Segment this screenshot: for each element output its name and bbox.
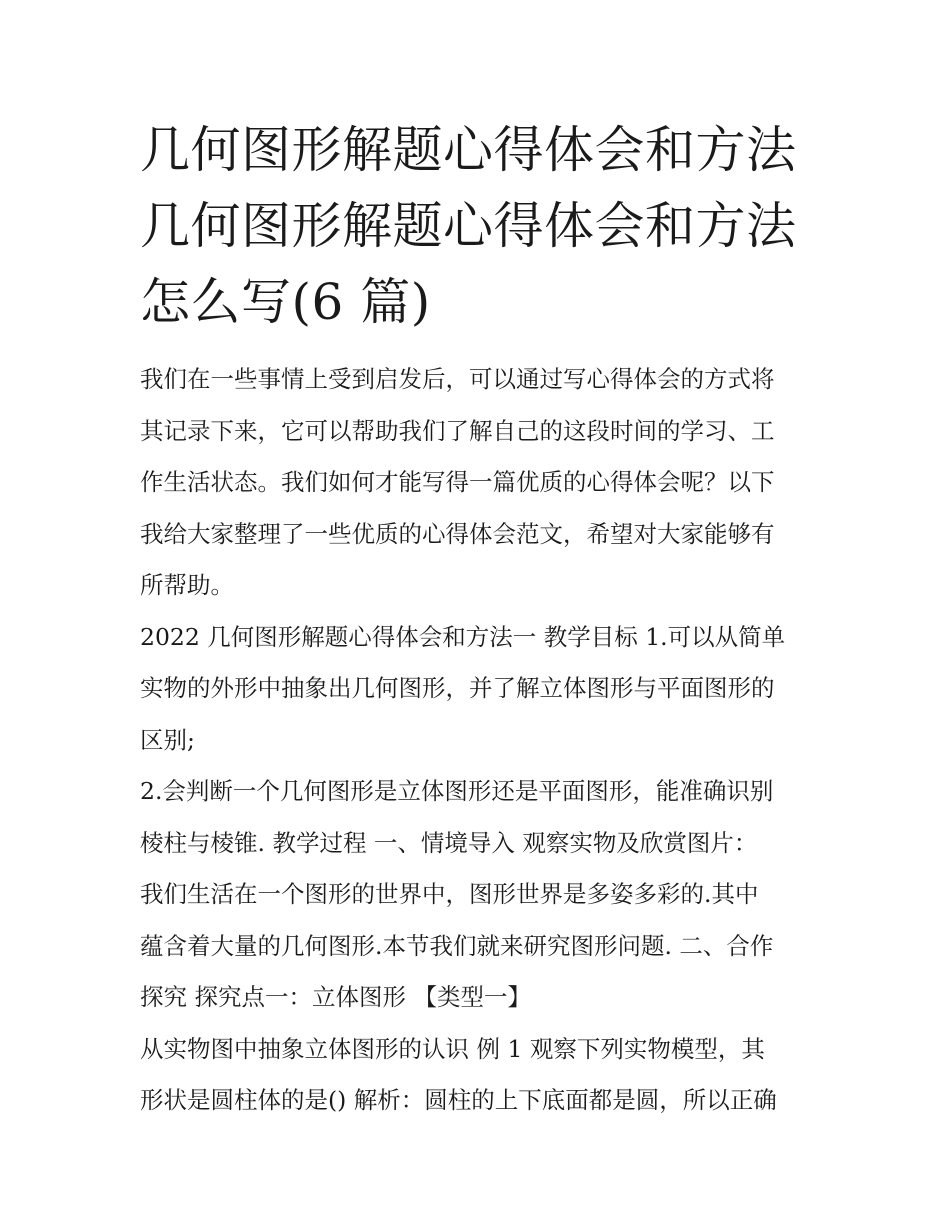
teaching-goals-paragraph — [140, 612, 820, 767]
teaching-process-paragraph — [140, 766, 820, 1024]
text-line: 从实物图中抽象立体图形的认识 例 1 观察下列实物模型，其 — [140, 1034, 765, 1063]
title-line: 几何图形解题心得体会和方法 — [140, 121, 797, 179]
text-line: 2.会判断一个几何图形是立体图形还是平面图形，能准确识别 — [140, 777, 774, 805]
text-line: 我们生活在一个图形的世界中，图形世界是多姿多彩的.其中 — [140, 880, 759, 908]
text-line: 蕴含着大量的几何图形.本节我们就来研究图形问题. 二、合作 — [140, 931, 774, 960]
text-line: 形状是圆柱体的是() 解析：圆柱的上下底面都是圆，所以正确 — [140, 1086, 777, 1114]
text-line: 2022 几何图形解题心得体会和方法一 教学目标 1.可以从简单 — [140, 622, 786, 651]
title-line: 怎么写(6 篇) — [140, 273, 431, 331]
example-paragraph — [140, 1024, 820, 1127]
text-line: 所帮助。 — [140, 571, 234, 599]
text-line: 探究 探究点一：立体图形 【类型一】 — [140, 983, 531, 1011]
text-line: 作生活状态。我们如何才能写得一篇优质的心得体会呢？以下 — [140, 468, 775, 496]
text-line: 区别; — [140, 725, 195, 754]
title-line: 几何图形解题心得体会和方法 — [140, 197, 797, 255]
document-content — [140, 112, 820, 1127]
text-line: 我给大家整理了一些优质的心得体会范文，希望对大家能够有 — [140, 519, 775, 548]
document-title — [140, 112, 820, 340]
text-line: 实物的外形中抽象出几何图形，并了解立体图形与平面图形的 — [140, 674, 775, 702]
text-line: 我们在一些事情上受到启发后，可以通过写心得体会的方式将 — [140, 365, 775, 393]
text-line: 棱柱与棱锥. 教学过程 一、情境导入 观察实物及欣赏图片： — [140, 828, 758, 857]
intro-paragraph — [140, 354, 820, 612]
text-line: 其记录下来，它可以帮助我们了解自己的这段时间的学习、工 — [140, 416, 775, 445]
